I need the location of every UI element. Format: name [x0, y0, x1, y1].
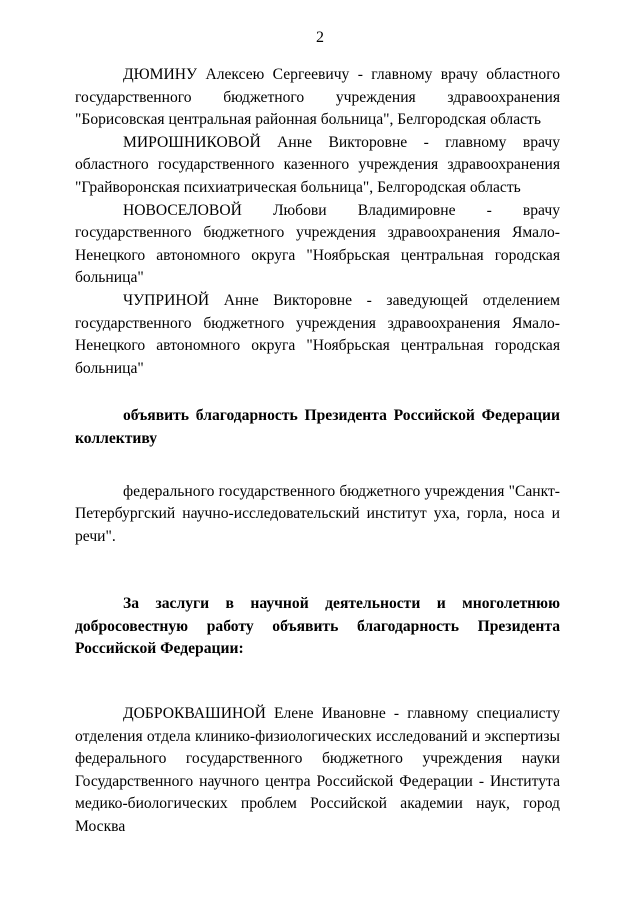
heading-collective-gratitude: объявить благодарность Президента Российской Федерации коллективу — [75, 407, 560, 447]
collective-institution: федерального государственного бюджетного учреждения "Санкт-Петербургский научно-исследовательский институт уха, горла, носа и речи". — [75, 482, 560, 545]
awardee-dobrokvashina: ДОБРОКВАШИНОЙ Елене Ивановне - главному специалисту отделения отдела клинико-физиологических исследований и экспертизы федерального государственного бюджетного учреждения науки Государственного научного центра Российской Федерации - Института медико-биологических проблем Российской академии наук, город Москва — [75, 705, 560, 836]
heading-science-gratitude: За заслуги в научной деятельности и многолетнюю добросовестную работу объявить благодарность Президента Российской Федерации: — [75, 595, 560, 658]
awardee-dyumin: ДЮМИНУ Алексею Сергеевичу - главному врачу областного государственного бюджетного учреждения здравоохранения "Борисовская центральная районная больница", Белгородская область — [75, 66, 560, 129]
awardee-chuprina: ЧУПРИНОЙ Анне Викторовне - заведующей отделением государственного бюджетного учреждения здравоохранения Ямало-Ненецкого автономного округа "Ноябрьская центральная городская больница" — [75, 291, 560, 377]
awardee-miroshnikova: МИРОШНИКОВОЙ Анне Викторовне - главному врачу областного государственного казенного учреждения здравоохранения "Грайворонская психиатрическая больница", Белгородская область — [75, 133, 560, 196]
page-number: 2 — [316, 29, 324, 46]
document-body — [75, 64, 560, 839]
awardee-novoselova: НОВОСЕЛОВОЙ Любови Владимировне - врачу государственного бюджетного учреждения здравоохранения Ямало-Ненецкого автономного округа "Ноябрьская центральная городская больница" — [75, 201, 560, 287]
